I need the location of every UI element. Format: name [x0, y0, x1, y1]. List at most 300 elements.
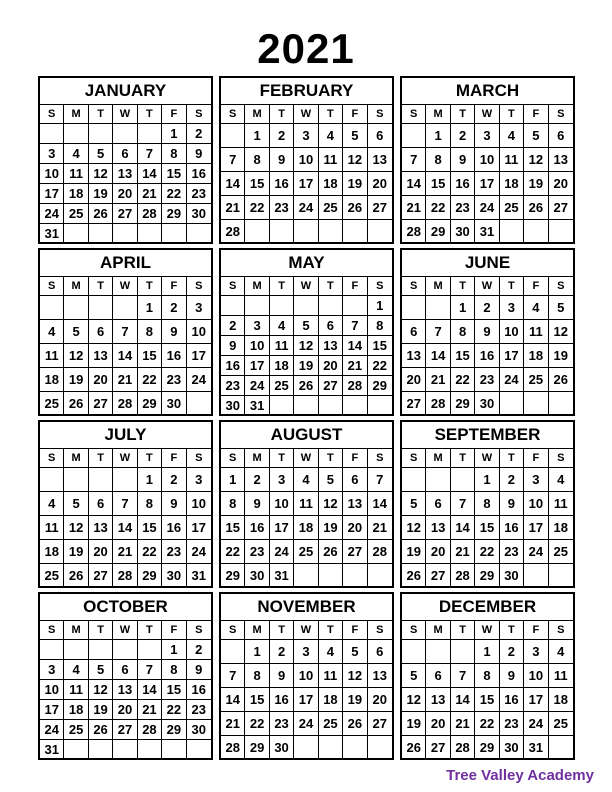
day-cell: 29: [245, 736, 269, 759]
day-cell: 26: [402, 564, 426, 587]
day-cell: 31: [40, 224, 64, 243]
day-cell: 5: [549, 296, 573, 320]
day-cell: 8: [138, 320, 162, 344]
month-april: [38, 248, 213, 416]
day-cell: 23: [500, 712, 524, 736]
day-cell: 10: [40, 164, 64, 184]
day-cell: 8: [475, 664, 499, 688]
day-cell: 1: [475, 640, 499, 664]
weekday-label: T: [451, 277, 475, 296]
day-cell: 28: [402, 220, 426, 243]
day-cell: 12: [89, 680, 113, 700]
day-cell: 10: [524, 664, 548, 688]
day-cell: 25: [64, 204, 88, 224]
empty-cell: [402, 640, 426, 664]
day-cell: 5: [64, 492, 88, 516]
day-cell: 6: [89, 320, 113, 344]
day-cell: 20: [89, 368, 113, 392]
day-cell: 12: [319, 492, 343, 516]
day-cell: 4: [500, 124, 524, 148]
empty-cell: [138, 124, 162, 144]
day-cell: 19: [64, 368, 88, 392]
day-cell: 23: [221, 376, 245, 396]
day-cell: 3: [270, 468, 294, 492]
day-cell: 15: [138, 516, 162, 540]
day-cell: 21: [138, 184, 162, 204]
day-cell: 16: [187, 680, 211, 700]
day-cell: 21: [138, 700, 162, 720]
empty-cell: [343, 396, 367, 415]
empty-cell: [40, 124, 64, 144]
day-cell: 6: [402, 320, 426, 344]
day-cell: 11: [270, 336, 294, 356]
day-cell: 16: [221, 356, 245, 376]
day-cell: 20: [368, 688, 392, 712]
month-grid: [221, 105, 392, 243]
day-cell: 16: [162, 516, 186, 540]
day-cell: 15: [221, 516, 245, 540]
day-cell: 4: [270, 316, 294, 336]
weekday-label: W: [113, 277, 137, 296]
day-cell: 12: [402, 516, 426, 540]
day-cell: 1: [221, 468, 245, 492]
day-cell: 9: [270, 148, 294, 172]
month-name: DECEMBER: [402, 594, 573, 621]
day-cell: 23: [187, 184, 211, 204]
month-grid: [221, 277, 392, 415]
month-december: [400, 592, 575, 760]
day-cell: 11: [294, 492, 318, 516]
day-cell: 11: [549, 664, 573, 688]
day-cell: 24: [475, 196, 499, 220]
day-cell: 4: [549, 468, 573, 492]
weekday-label: M: [64, 105, 88, 124]
day-cell: 4: [40, 320, 64, 344]
empty-cell: [294, 564, 318, 587]
day-cell: 13: [89, 344, 113, 368]
day-cell: 10: [40, 680, 64, 700]
day-cell: 20: [549, 172, 573, 196]
day-cell: 15: [475, 516, 499, 540]
day-cell: 4: [319, 640, 343, 664]
empty-cell: [113, 124, 137, 144]
weekday-label: W: [294, 105, 318, 124]
day-cell: 2: [500, 468, 524, 492]
day-cell: 30: [500, 736, 524, 759]
weekday-label: M: [245, 621, 269, 640]
day-cell: 4: [294, 468, 318, 492]
empty-cell: [64, 124, 88, 144]
weekday-label: M: [426, 449, 450, 468]
weekday-label: T: [138, 449, 162, 468]
day-cell: 2: [162, 468, 186, 492]
day-cell: 19: [319, 516, 343, 540]
day-cell: 23: [162, 368, 186, 392]
day-cell: 1: [245, 124, 269, 148]
day-cell: 14: [138, 680, 162, 700]
day-cell: 29: [138, 392, 162, 415]
empty-cell: [138, 640, 162, 660]
weekday-label: T: [270, 105, 294, 124]
day-cell: 24: [40, 720, 64, 740]
month-name: OCTOBER: [40, 594, 211, 621]
day-cell: 5: [89, 660, 113, 680]
day-cell: 23: [245, 540, 269, 564]
month-grid: [402, 621, 573, 759]
day-cell: 2: [270, 124, 294, 148]
weekday-label: S: [368, 277, 392, 296]
day-cell: 7: [368, 468, 392, 492]
day-cell: 3: [40, 144, 64, 164]
day-cell: 14: [113, 344, 137, 368]
weekday-label: F: [343, 621, 367, 640]
day-cell: 10: [294, 148, 318, 172]
empty-cell: [89, 468, 113, 492]
day-cell: 26: [64, 564, 88, 587]
day-cell: 23: [270, 196, 294, 220]
weekday-label: S: [187, 105, 211, 124]
day-cell: 26: [64, 392, 88, 415]
day-cell: 22: [245, 712, 269, 736]
day-cell: 4: [64, 660, 88, 680]
weekday-label: W: [475, 105, 499, 124]
empty-cell: [426, 468, 450, 492]
day-cell: 16: [187, 164, 211, 184]
day-cell: 31: [270, 564, 294, 587]
day-cell: 27: [89, 392, 113, 415]
weekday-label: F: [343, 449, 367, 468]
empty-cell: [368, 220, 392, 243]
day-cell: 5: [524, 124, 548, 148]
day-cell: 23: [187, 700, 211, 720]
day-cell: 19: [343, 688, 367, 712]
month-name: JANUARY: [40, 78, 211, 105]
weekday-label: S: [402, 105, 426, 124]
day-cell: 9: [451, 148, 475, 172]
day-cell: 30: [245, 564, 269, 587]
day-cell: 2: [221, 316, 245, 336]
month-grid: [40, 277, 211, 415]
day-cell: 9: [162, 320, 186, 344]
day-cell: 7: [451, 492, 475, 516]
day-cell: 17: [270, 516, 294, 540]
empty-cell: [64, 296, 88, 320]
weekday-label: W: [475, 449, 499, 468]
day-cell: 30: [500, 564, 524, 587]
day-cell: 31: [245, 396, 269, 415]
day-cell: 3: [294, 124, 318, 148]
day-cell: 24: [187, 368, 211, 392]
day-cell: 21: [221, 712, 245, 736]
day-cell: 22: [138, 368, 162, 392]
day-cell: 15: [138, 344, 162, 368]
day-cell: 20: [89, 540, 113, 564]
day-cell: 9: [221, 336, 245, 356]
day-cell: 12: [64, 344, 88, 368]
day-cell: 19: [402, 712, 426, 736]
day-cell: 27: [343, 540, 367, 564]
empty-cell: [319, 220, 343, 243]
day-cell: 10: [187, 492, 211, 516]
weekday-label: S: [549, 277, 573, 296]
day-cell: 31: [524, 736, 548, 759]
day-cell: 9: [245, 492, 269, 516]
day-cell: 1: [368, 296, 392, 316]
weekday-label: S: [40, 621, 64, 640]
day-cell: 28: [113, 564, 137, 587]
weekday-label: S: [549, 621, 573, 640]
day-cell: 14: [221, 688, 245, 712]
weekday-label: S: [221, 105, 245, 124]
day-cell: 19: [89, 700, 113, 720]
empty-cell: [294, 220, 318, 243]
day-cell: 25: [270, 376, 294, 396]
weekday-label: S: [402, 621, 426, 640]
day-cell: 11: [64, 680, 88, 700]
day-cell: 9: [187, 660, 211, 680]
day-cell: 21: [451, 712, 475, 736]
weekday-label: T: [270, 449, 294, 468]
day-cell: 6: [113, 144, 137, 164]
weekday-label: T: [89, 105, 113, 124]
day-cell: 8: [475, 492, 499, 516]
day-cell: 29: [368, 376, 392, 396]
day-cell: 10: [270, 492, 294, 516]
day-cell: 29: [221, 564, 245, 587]
day-cell: 26: [549, 368, 573, 392]
day-cell: 24: [40, 204, 64, 224]
day-cell: 23: [500, 540, 524, 564]
day-cell: 14: [368, 492, 392, 516]
day-cell: 7: [451, 664, 475, 688]
empty-cell: [549, 220, 573, 243]
day-cell: 18: [500, 172, 524, 196]
day-cell: 25: [319, 196, 343, 220]
day-cell: 7: [138, 660, 162, 680]
day-cell: 23: [475, 368, 499, 392]
day-cell: 8: [245, 148, 269, 172]
weekday-label: T: [319, 105, 343, 124]
day-cell: 21: [113, 368, 137, 392]
empty-cell: [524, 564, 548, 587]
day-cell: 18: [549, 688, 573, 712]
empty-cell: [245, 296, 269, 316]
empty-cell: [162, 740, 186, 759]
day-cell: 20: [113, 700, 137, 720]
day-cell: 13: [113, 164, 137, 184]
weekday-label: T: [500, 105, 524, 124]
empty-cell: [549, 736, 573, 759]
day-cell: 5: [343, 124, 367, 148]
day-cell: 18: [40, 540, 64, 564]
empty-cell: [294, 396, 318, 415]
day-cell: 24: [270, 540, 294, 564]
day-cell: 2: [500, 640, 524, 664]
weekday-label: W: [113, 449, 137, 468]
weekday-label: F: [162, 277, 186, 296]
day-cell: 13: [368, 664, 392, 688]
month-name: MARCH: [402, 78, 573, 105]
day-cell: 22: [162, 700, 186, 720]
day-cell: 7: [343, 316, 367, 336]
day-cell: 10: [187, 320, 211, 344]
day-cell: 28: [221, 220, 245, 243]
day-cell: 13: [426, 516, 450, 540]
empty-cell: [343, 220, 367, 243]
day-cell: 26: [89, 720, 113, 740]
day-cell: 17: [187, 516, 211, 540]
empty-cell: [113, 640, 137, 660]
day-cell: 8: [451, 320, 475, 344]
month-name: APRIL: [40, 250, 211, 277]
empty-cell: [319, 564, 343, 587]
empty-cell: [319, 296, 343, 316]
weekday-label: W: [294, 449, 318, 468]
day-cell: 8: [138, 492, 162, 516]
day-cell: 11: [40, 516, 64, 540]
day-cell: 26: [524, 196, 548, 220]
day-cell: 17: [40, 184, 64, 204]
day-cell: 14: [221, 172, 245, 196]
month-name: JULY: [40, 422, 211, 449]
day-cell: 18: [549, 516, 573, 540]
day-cell: 14: [451, 688, 475, 712]
day-cell: 3: [187, 296, 211, 320]
empty-cell: [64, 740, 88, 759]
day-cell: 14: [451, 516, 475, 540]
day-cell: 9: [500, 664, 524, 688]
month-march: [400, 76, 575, 244]
weekday-label: S: [221, 621, 245, 640]
day-cell: 20: [343, 516, 367, 540]
weekday-label: M: [64, 621, 88, 640]
empty-cell: [64, 640, 88, 660]
empty-cell: [451, 640, 475, 664]
day-cell: 22: [245, 196, 269, 220]
day-cell: 16: [270, 172, 294, 196]
empty-cell: [40, 468, 64, 492]
weekday-label: F: [524, 449, 548, 468]
day-cell: 28: [138, 204, 162, 224]
day-cell: 27: [319, 376, 343, 396]
day-cell: 14: [426, 344, 450, 368]
day-cell: 12: [402, 688, 426, 712]
weekday-label: T: [451, 105, 475, 124]
day-cell: 31: [475, 220, 499, 243]
day-cell: 18: [319, 688, 343, 712]
day-cell: 4: [319, 124, 343, 148]
day-cell: 30: [162, 564, 186, 587]
weekday-label: T: [270, 277, 294, 296]
weekday-label: T: [319, 449, 343, 468]
day-cell: 6: [549, 124, 573, 148]
day-cell: 11: [40, 344, 64, 368]
empty-cell: [64, 468, 88, 492]
weekday-label: T: [89, 449, 113, 468]
day-cell: 27: [89, 564, 113, 587]
empty-cell: [319, 396, 343, 415]
month-grid: [40, 621, 211, 759]
day-cell: 23: [162, 540, 186, 564]
day-cell: 20: [113, 184, 137, 204]
day-cell: 27: [113, 204, 137, 224]
day-cell: 8: [245, 664, 269, 688]
day-cell: 27: [368, 712, 392, 736]
day-cell: 30: [475, 392, 499, 415]
weekday-label: S: [40, 105, 64, 124]
day-cell: 23: [451, 196, 475, 220]
month-grid: [402, 277, 573, 415]
day-cell: 12: [343, 664, 367, 688]
empty-cell: [113, 296, 137, 320]
empty-cell: [113, 468, 137, 492]
weekday-label: T: [500, 277, 524, 296]
weekday-label: W: [113, 621, 137, 640]
month-grid: [221, 449, 392, 587]
day-cell: 15: [426, 172, 450, 196]
weekday-label: S: [187, 621, 211, 640]
empty-cell: [368, 564, 392, 587]
month-october: [38, 592, 213, 760]
month-september: [400, 420, 575, 588]
day-cell: 28: [426, 392, 450, 415]
weekday-label: S: [40, 449, 64, 468]
day-cell: 16: [270, 688, 294, 712]
weekday-label: W: [294, 621, 318, 640]
day-cell: 11: [64, 164, 88, 184]
month-june: [400, 248, 575, 416]
empty-cell: [368, 396, 392, 415]
day-cell: 12: [343, 148, 367, 172]
day-cell: 17: [294, 688, 318, 712]
day-cell: 10: [500, 320, 524, 344]
day-cell: 15: [245, 172, 269, 196]
day-cell: 19: [549, 344, 573, 368]
day-cell: 6: [426, 664, 450, 688]
month-july: [38, 420, 213, 588]
day-cell: 10: [245, 336, 269, 356]
weekday-label: T: [319, 277, 343, 296]
weekday-label: M: [64, 277, 88, 296]
day-cell: 18: [294, 516, 318, 540]
weekday-label: T: [138, 277, 162, 296]
empty-cell: [221, 296, 245, 316]
day-cell: 3: [40, 660, 64, 680]
day-cell: 3: [500, 296, 524, 320]
weekday-label: S: [368, 621, 392, 640]
weekday-label: S: [549, 449, 573, 468]
day-cell: 19: [64, 540, 88, 564]
day-cell: 22: [138, 540, 162, 564]
day-cell: 7: [113, 492, 137, 516]
empty-cell: [138, 224, 162, 243]
day-cell: 2: [187, 640, 211, 660]
day-cell: 3: [475, 124, 499, 148]
day-cell: 20: [426, 540, 450, 564]
empty-cell: [270, 396, 294, 415]
weekday-label: M: [426, 277, 450, 296]
month-name: NOVEMBER: [221, 594, 392, 621]
day-cell: 24: [294, 196, 318, 220]
day-cell: 24: [500, 368, 524, 392]
day-cell: 20: [402, 368, 426, 392]
day-cell: 29: [162, 204, 186, 224]
day-cell: 25: [319, 712, 343, 736]
day-cell: 20: [368, 172, 392, 196]
empty-cell: [64, 224, 88, 243]
day-cell: 6: [368, 124, 392, 148]
day-cell: 13: [89, 516, 113, 540]
